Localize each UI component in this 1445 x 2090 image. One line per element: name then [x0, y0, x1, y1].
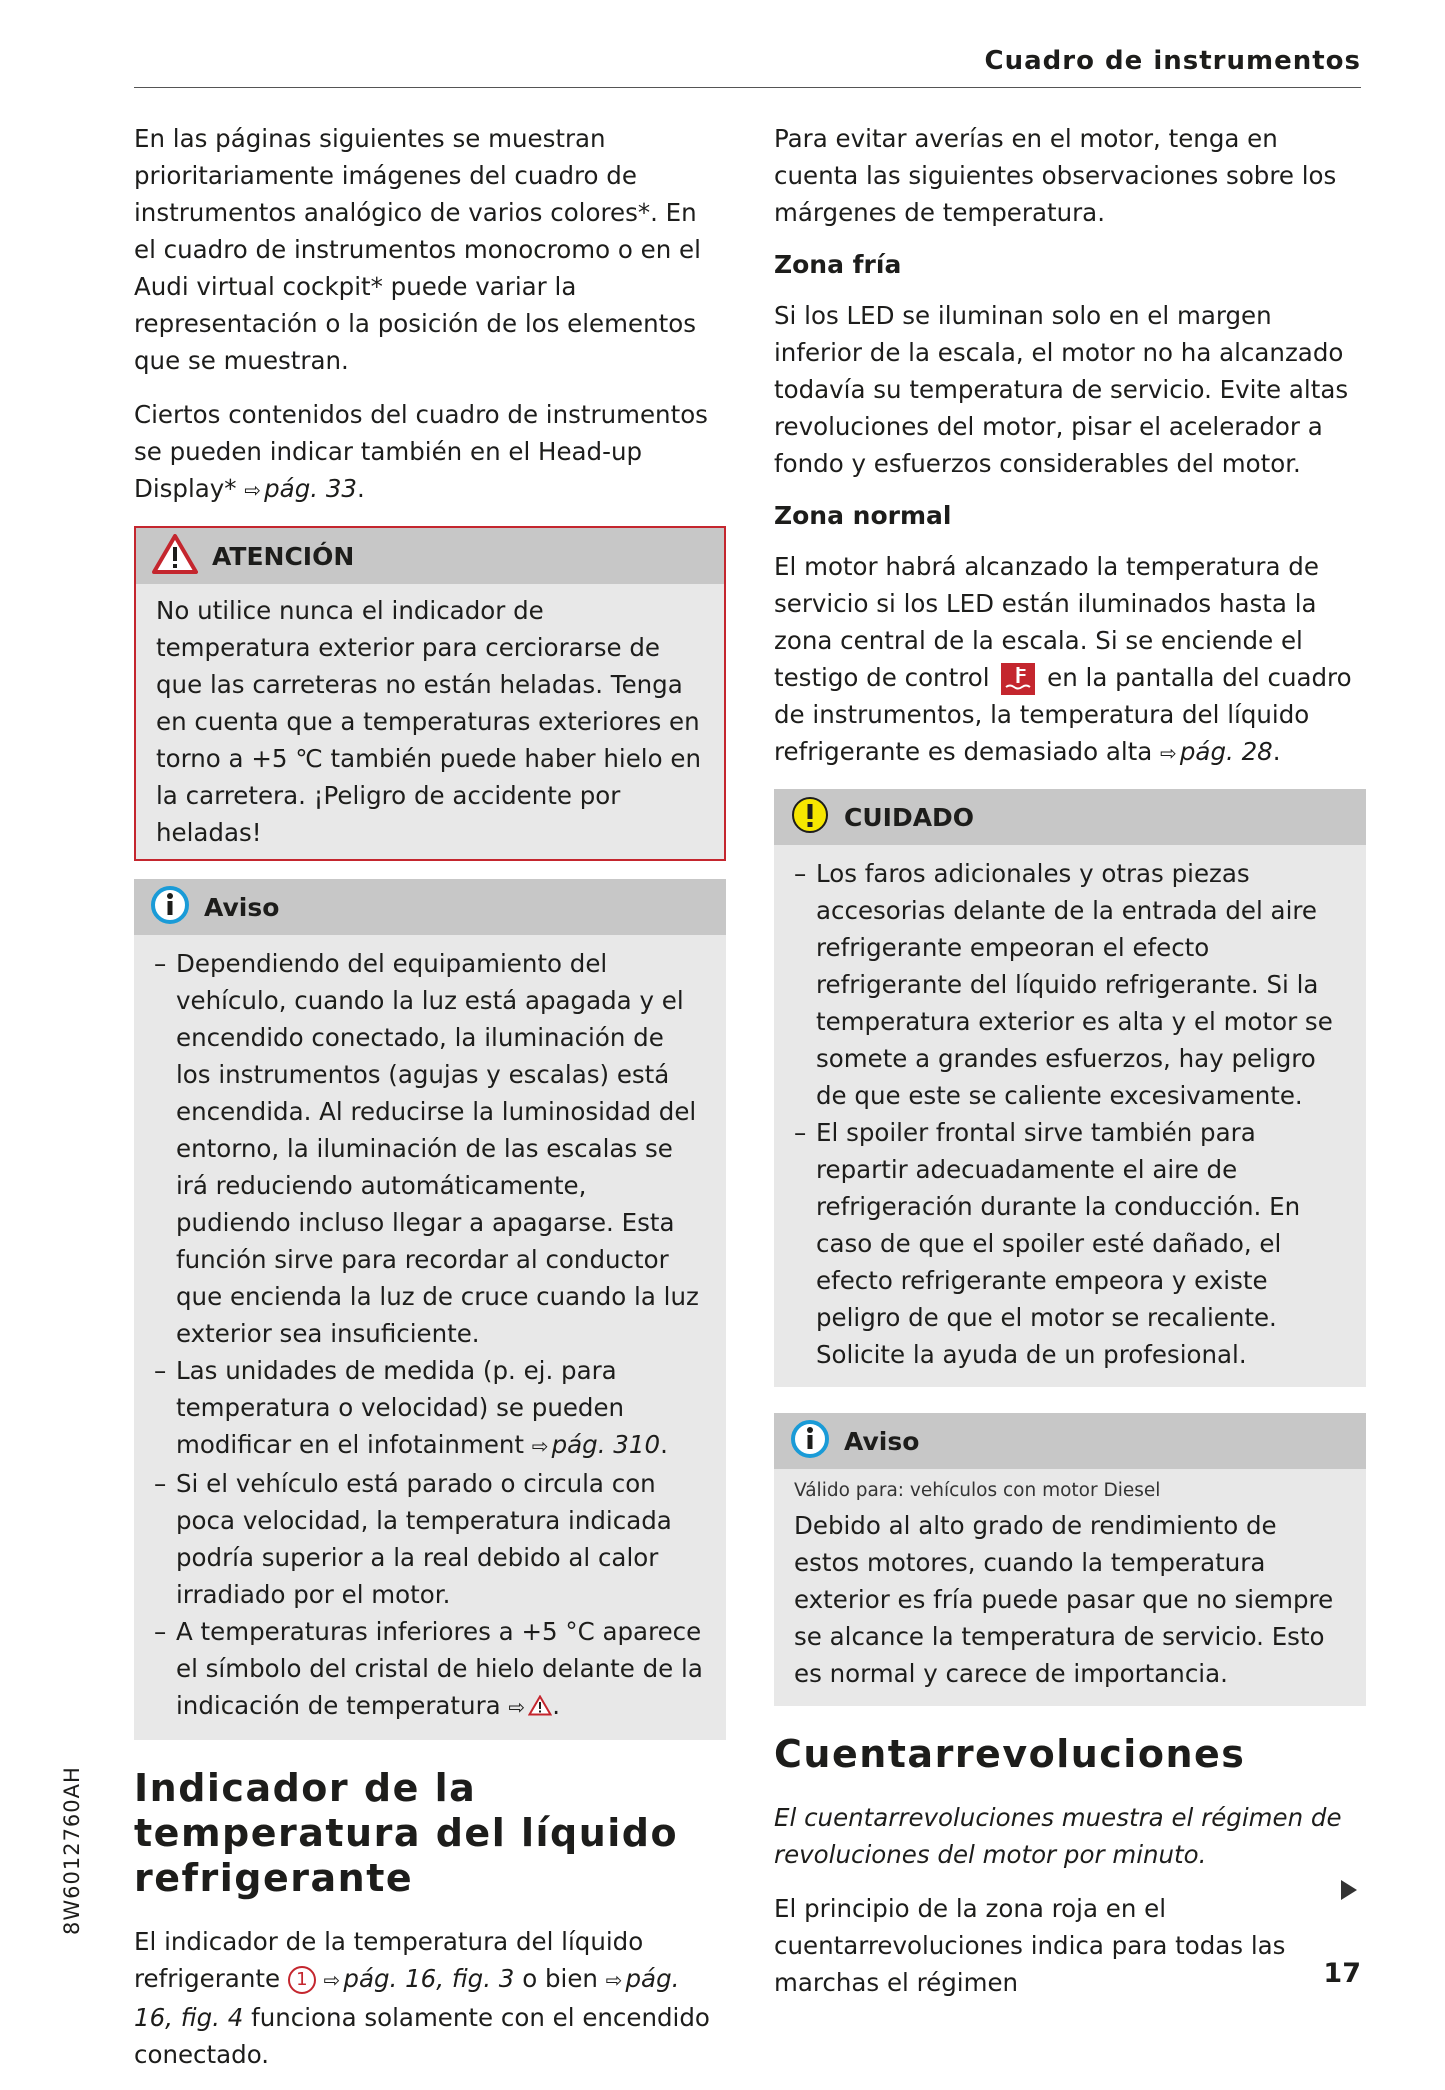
- heading-normal-zone: Zona normal: [774, 501, 952, 530]
- warning-text: No utilice nunca el indicador de temperatura exterior para cerciorarse de que las carreteras no están heladas. Tenga en cuenta que a temperaturas exteriores en torno a +5 ℃ también puede haber hielo en la carretera. ¡Peligro de accidente por heladas!: [156, 596, 701, 847]
- list-item: – El spoiler frontal sirve también para repartir adecuadamente el aire de refrigeración durante la conducción. En caso de que el spoiler esté dañado, el efecto refrigerante empeora y existe peligro de que el motor se recaliente. Solicite la ayuda de un profesional.: [794, 1114, 1346, 1373]
- note-header: [134, 879, 726, 935]
- tachometer-text: El principio de la zona roja en el cuentarrevoluciones indica para todas las marchas el régimen: [774, 1894, 1286, 1997]
- xref-link[interactable]: ⇨ pág. 28: [1160, 737, 1273, 766]
- list-item: – Dependiendo del equipamiento del vehículo, cuando la luz está apagada y el encendido conectado, la iluminación de los instrumentos (agujas y escalas) está encendida. Al reducirse la luminosidad del entorno, la iluminación de las escalas se irá reduciendo automáticamente, pudiendo incluso llegar a apagarse. Esta función sirve para recordar al conductor que encienda la luz de cruce cuando la luz exterior sea insuficiente.: [154, 945, 706, 1352]
- note-title: Aviso: [844, 1426, 920, 1456]
- xref-link[interactable]: ⇨ pág. 310: [531, 1430, 661, 1459]
- arrow-right-icon: ⇨: [1160, 741, 1177, 765]
- validity-note: Válido para: vehículos con motor Diesel: [794, 1480, 1161, 1501]
- coolant-paragraph: El indicador de la temperatura del líquido refrigerante 1 ⇨ pág. 16, fig. 3 o bien ⇨ pág. 16, fig. 4 funciona solamente con el encendido conectado.: [134, 1927, 710, 2069]
- warning-box: [134, 526, 726, 861]
- list-item: – Las unidades de medida (p. ej. para temperatura o velocidad) se pueden modificar en el infotainment ⇨ pág. 310.: [154, 1352, 706, 1465]
- arrow-right-icon: ⇨: [508, 1695, 526, 1719]
- note-title: Aviso: [204, 892, 280, 922]
- arrow-right-icon: ⇨: [605, 1968, 623, 1992]
- warning-title: ATENCIÓN: [212, 541, 355, 571]
- running-header: Cuadro de instrumentos: [984, 46, 1361, 76]
- caution-box: [774, 789, 1366, 1387]
- list-item: – Si el vehículo está parado o circula con poca velocidad, la temperatura indicada podría superior a la real debido al calor irradiado por el motor.: [154, 1465, 706, 1613]
- coolant-warning-icon: [1001, 663, 1035, 695]
- xref-link[interactable]: [508, 1691, 552, 1720]
- arrow-right-icon: ⇨: [323, 1968, 341, 1992]
- right-intro: Para evitar averías en el motor, tenga en cuenta las siguientes observaciones sobre los márgenes de temperatura.: [774, 124, 1337, 227]
- arrow-right-icon: ⇨: [531, 1434, 549, 1458]
- warning-small-icon: [528, 1691, 552, 1720]
- note-box-diesel: [774, 1413, 1366, 1706]
- info-icon: [790, 1419, 830, 1463]
- cold-zone-text: Si los LED se iluminan solo en el margen inferior de la escala, el motor no ha alcanzado todavía su temperatura de servicio. Evite altas revoluciones del motor, pisar el acelerador a fondo y esfuerzos considerables del motor.: [774, 301, 1349, 478]
- right-column: [774, 120, 1366, 2018]
- caution-header: [774, 789, 1366, 845]
- caution-icon: [790, 795, 830, 839]
- note-header: [774, 1413, 1366, 1469]
- info-icon: [150, 885, 190, 929]
- warning-header: [136, 528, 724, 584]
- header-rule: [134, 87, 1361, 88]
- list-item: – A temperaturas inferiores a +5 °C aparece el símbolo del cristal de hielo delante de la indicación de temperatura ⇨ .: [154, 1613, 706, 1726]
- warning-triangle-icon: [152, 534, 198, 578]
- heading-cold-zone: Zona fría: [774, 250, 902, 279]
- callout-number: 1: [288, 1966, 316, 1994]
- xref-link[interactable]: ⇨ pág. 16, fig. 3: [323, 1964, 515, 1993]
- page-number: 17: [1323, 1958, 1361, 1989]
- continue-arrow-icon: [1341, 1880, 1357, 1900]
- section-title-coolant: Indicador de la temperatura del líquido refrigerante: [134, 1766, 679, 1900]
- arrow-right-icon: ⇨: [244, 478, 262, 502]
- note-text: Debido al alto grado de rendimiento de estos motores, cuando la temperatura exterior es fría puede pasar que no siempre se alcance la temperatura de servicio. Esto es normal y carece de importancia.: [794, 1511, 1334, 1688]
- note-box: [134, 879, 726, 1740]
- tachometer-intro: El cuentarrevoluciones muestra el régimen de revoluciones del motor por minuto.: [774, 1803, 1342, 1869]
- xref-link[interactable]: ⇨ pág. 16, fig. 4: [134, 1964, 680, 2032]
- note-list: [154, 945, 706, 1726]
- section-title-tachometer: Cuentarrevoluciones: [774, 1732, 1246, 1776]
- list-item: – Los faros adicionales y otras piezas accesorias delante de la entrada del aire refrigerante empeoran el efecto refrigerante del líquido refrigerante. Si la temperatura exterior es alta y el motor se somete a grandes esfuerzos, hay peligro de que este se caliente excesivamente.: [794, 855, 1346, 1114]
- normal-zone-text: El motor habrá alcanzado la temperatura de servicio si los LED están iluminados hasta la zona central de la escala. Si se enciende el testigo de control en la pantalla del cuadro de instrumentos, la temperatura del líquido refrigerante es demasiado alta ⇨ pág. 28.: [774, 552, 1352, 766]
- xref-link[interactable]: ⇨ pág. 33: [244, 474, 357, 503]
- caution-title: CUIDADO: [844, 802, 975, 832]
- intro-paragraph-2: Ciertos contenidos del cuadro de instrumentos se pueden indicar también en el Head-up Display* ⇨ pág. 33.: [134, 400, 708, 503]
- caution-list: [794, 855, 1346, 1373]
- document-code: 8W6012760AH: [60, 1766, 84, 1935]
- intro-paragraph-1: En las páginas siguientes se muestran prioritariamente imágenes del cuadro de instrumentos analógico de varios colores*. En el cuadro de instrumentos monocromo o en el Audi virtual cockpit* puede variar la representación o la posición de los elementos que se muestran.: [134, 124, 701, 375]
- left-column: [134, 120, 726, 2090]
